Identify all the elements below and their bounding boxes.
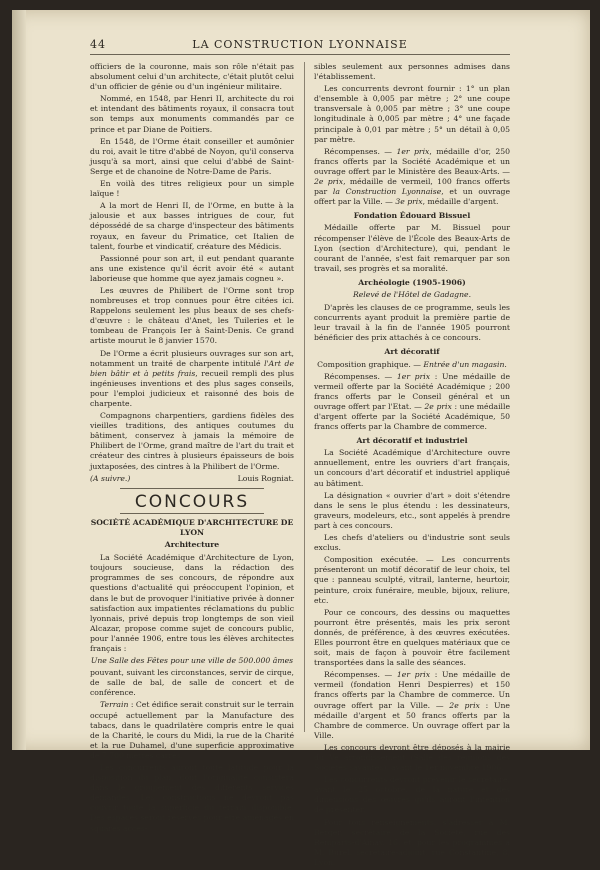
page-number: 44 xyxy=(90,38,106,51)
paragraph: Récompenses. — 1er prix : Une médaille de vermeil (fondation Henri Despierres) et 150 francs offerts par la Chambre de commerce. Un ouvrage offert par la Ville. — 2e prix : Une médaille d'argent et 50 francs offerts par la Chambre de commerce. Un ouvrage offert par la Ville. xyxy=(314,670,510,740)
paragraph: officiers de la couronne, mais son rôle n'était pas absolument celui d'un architecte, c'était plutôt celui d'un officier de génie ou d'un ingénieur militaire. xyxy=(90,62,294,92)
paragraph: Les œuvres de Philibert de l'Orme sont trop nombreuses et trop connues pour être citées ici. Rappelons seulement les plus beaux de ses chefs-d'œuvre : le château d'Anet, les Tuileries et le tombeau de François Ier à Saint-Denis. Ce grand artiste mourut le 8 janvier 1570. xyxy=(90,285,294,346)
paragraph: Les concurrents auront toute latitude pour la disposition du plan, dont l'originalité consistera dans le groupement des différents services demandés. Les constructions ne devront pas couvrir toute la superficie du terrain disponible. Des espaces seront réservés pour être aménagés en squares acces- xyxy=(90,763,294,833)
paragraph: De l'Orme a écrit plusieurs ouvrages sur son art, notamment un traité de charpente intitulé l'Art de bien bâtir et à petits frais, recueil rempli des plus ingénieuses inventions et des plus sages conseils, pour l'emploi judicieux et raisonné des bois de charpente. xyxy=(90,348,294,408)
paragraph: Passionné pour son art, il eut pendant quarante ans une existence qu'il écrit avoir été « autant laborieuse que homme que ayez jamais cogneu ». xyxy=(90,253,294,283)
to-be-continued: (A suivre.) xyxy=(90,473,131,483)
society-heading: SOCIÉTÉ ACADÉMIQUE D'ARCHITECTURE DE LYON xyxy=(90,517,294,537)
divider xyxy=(120,488,264,489)
paragraph: Composition exécutée. — Les concurrents présenteront un motif décoratif de leur choix, tel que : panneau sculpté, vitrail, lanterne, heurtoir, peinture, croix funéraire, meuble, bijoux, reliure, etc. xyxy=(314,555,511,605)
paragraph: La Société Académique d'Architecture ouvre annuellement, entre les ouvriers d'art français, un concours d'art décoratif et industriel appliqué au bâtiment. xyxy=(314,448,510,488)
paragraph: Les chefs d'ateliers ou d'industrie sont seuls exclus. xyxy=(314,533,510,553)
paragraph: Nommé, en 1548, par Henri II, architecte du roi et intendant des bâtiments royaux, il consacra tout son temps aux monuments commandés par ce prince et par Diane de Poitiers. xyxy=(90,94,294,134)
paragraph: pouvant, suivant les circonstances, servir de cirque, de salle de bal, de salle de concert et de conférence. xyxy=(90,668,294,698)
society-subheading: Architecture xyxy=(164,540,220,550)
left-column xyxy=(90,62,294,836)
paragraph: Les concours devront être déposés à la mairie du Ve arrondissement (Salle des réunions des Sociétés savantes), avant le 1er novembre 1906. xyxy=(314,742,510,773)
paragraph: A la mort de Henri II, de l'Orme, en butte à la jalousie et aux basses intrigues de cour, fut dépossédé de sa charge d'inspecteur des bâtiments royaux, en faveur du Primatice, cet Italien de talent, fourbe et vindicatif, créature des Médicis. xyxy=(90,201,294,251)
paragraph: Les concurrents devront fournir : 1° un plan d'ensemble à 0,005 par mètre ; 2° une coupe transversale à 0,005 par mètre ; 3° une coupe longitudinale à 0,005 par mètre ; 4° une façade principale à 0,01 par mètre ; 5° un détail à 0,05 par mètre. xyxy=(314,84,510,144)
magazine-page xyxy=(12,10,590,867)
page-header xyxy=(90,38,510,55)
running-title: LA CONSTRUCTION LYONNAISE xyxy=(192,38,408,51)
paragraph: Pour ce concours, des dessins ou maquettes pourront être présentés, mais les prix seront donnés, de préférence, à des œuvres exécutées. Elles pourront être en quelques matériaux que ce soit, mais de façon à pouvoir être facilement transportées dans la salle des séances. xyxy=(314,607,510,668)
paragraph: Médaille offerte par M. Bissuel pour récompenser l'élève de l'École des Beaux-Arts de Lyon (section d'Architecture), qui, pendant le courant de l'année, s'est fait remarquer par son travail, ses progrès et sa moralité. xyxy=(314,223,510,273)
paragraph: Récompenses. — 1er prix : Une médaille de vermeil offerte par la Société Académique ; 200 francs offerts par le Conseil général et un ouvrage offert par l'Etat. — 2e prix : une médaille d'argent offerte par la Société Académique, 50 francs offerts par la Chambre de commerce. xyxy=(314,371,510,432)
paragraph: Pour tous renseignements, s'adresser à M. Berger, secrétaire de la Société, rue des Remparts-d'Ainay, 16, et, pour les programmes à M. Burel, secrétaire-adjoint, rue Constantine, 8, Lyon. xyxy=(314,817,510,867)
paragraph: La désignation « ouvrier d'art » doit s'étendre dans le sens le plus étendu : les dessinateurs, graveurs, modeleurs, etc., sont appelés à prendre part à ces concours. xyxy=(314,490,510,530)
paragraph: D'après les clauses de ce programme, seuls les concurrents ayant produit la première partie de leur travail à la fin de l'année 1905 pourront bénéficier des prix attachés à ce concours. xyxy=(314,303,510,343)
subsection-heading: Archéologie (1905-1906) xyxy=(358,277,466,287)
program-title: Une Salle des Fêtes pour une ville de 500.000 âmes xyxy=(90,656,294,666)
subsection-heading: Art décoratif xyxy=(384,347,440,357)
subsection-heading: Art décoratif et industriel xyxy=(356,436,468,446)
composition-line: Composition graphique. — Entrée d'un magasin. xyxy=(317,359,507,369)
paragraph: Terrain : Cet édifice serait construit sur le terrain occupé actuellement par la Manufacture des tabacs, dans le quadrilatère compris entre le quai de la Charité, le cours du Midi, la rue de la Charité et la rue Duhamel, d'une superficie approximative de 7.700 mètres carrés. xyxy=(90,700,294,760)
right-column xyxy=(314,62,510,870)
paragraph: En voilà des titres religieux pour un simple laïque ! xyxy=(90,179,294,199)
paragraph: Les concurrents devront prévenir le secrétaire, avant le 25 octobre, de la nature et des dimensions des œuvres qu'ils auront l'intention de présenter. xyxy=(314,775,510,815)
paragraph: Récompenses. — 1er prix, médaille d'or, 250 francs offerts par la Société Académique et un ouvrage offert par le Ministère des Beaux-Arts. — 2e prix, médaille de vermeil, 100 francs offerts par la Construction Lyonnaise, et un ouvrage offert par la Ville. — 3e prix, médaille d'argent. xyxy=(314,146,510,207)
author-signature: Louis Rogniat. xyxy=(237,473,294,483)
paragraph: sibles seulement aux personnes admises dans l'établissement. xyxy=(314,62,510,82)
subsection-subtitle: Relevé de l'Hôtel de Gadagne. xyxy=(352,289,472,299)
section-title: CONCOURS xyxy=(134,491,250,512)
paragraph: La Société Académique d'Architecture de Lyon, toujours soucieuse, dans la rédaction des programmes de ses concours, de répondre aux questions d'actualité qui préoccupent l'opinion, et dans le but de provoquer l'initiative privée à donner satisfaction aux impatientes réclamations du public lyonnais, privé depuis trop longtemps de son vieil Alcazar, propose comme sujet de concours public, pour l'année 1906, entre tous les élèves architectes français : xyxy=(90,553,294,653)
paragraph: Compagnons charpentiers, gardiens fidèles des vieilles traditions, des antiques coutumes du bâtiment, conservez à jamais la mémoire de Philibert de l'Orme, grand maître de l'art du trait et créateur des cintres à plusieurs épaisseurs de bois juxtaposées, des cintres à la Philibert de l'Orme. xyxy=(90,411,294,471)
paragraph: En 1548, de l'Orme était conseiller et aumônier du roi, avait le titre d'abbé de Noyon, qu'il conserva jusqu'à sa mort, ainsi que celui d'abbé de Saint-Serge et de chanoine de Notre-Dame de Paris. xyxy=(90,136,294,176)
signature-line xyxy=(90,474,294,484)
page-spine xyxy=(12,10,26,750)
column-rule xyxy=(304,62,305,732)
divider xyxy=(120,513,264,514)
subsection-heading: Fondation Édouard Bissuel xyxy=(353,211,471,221)
